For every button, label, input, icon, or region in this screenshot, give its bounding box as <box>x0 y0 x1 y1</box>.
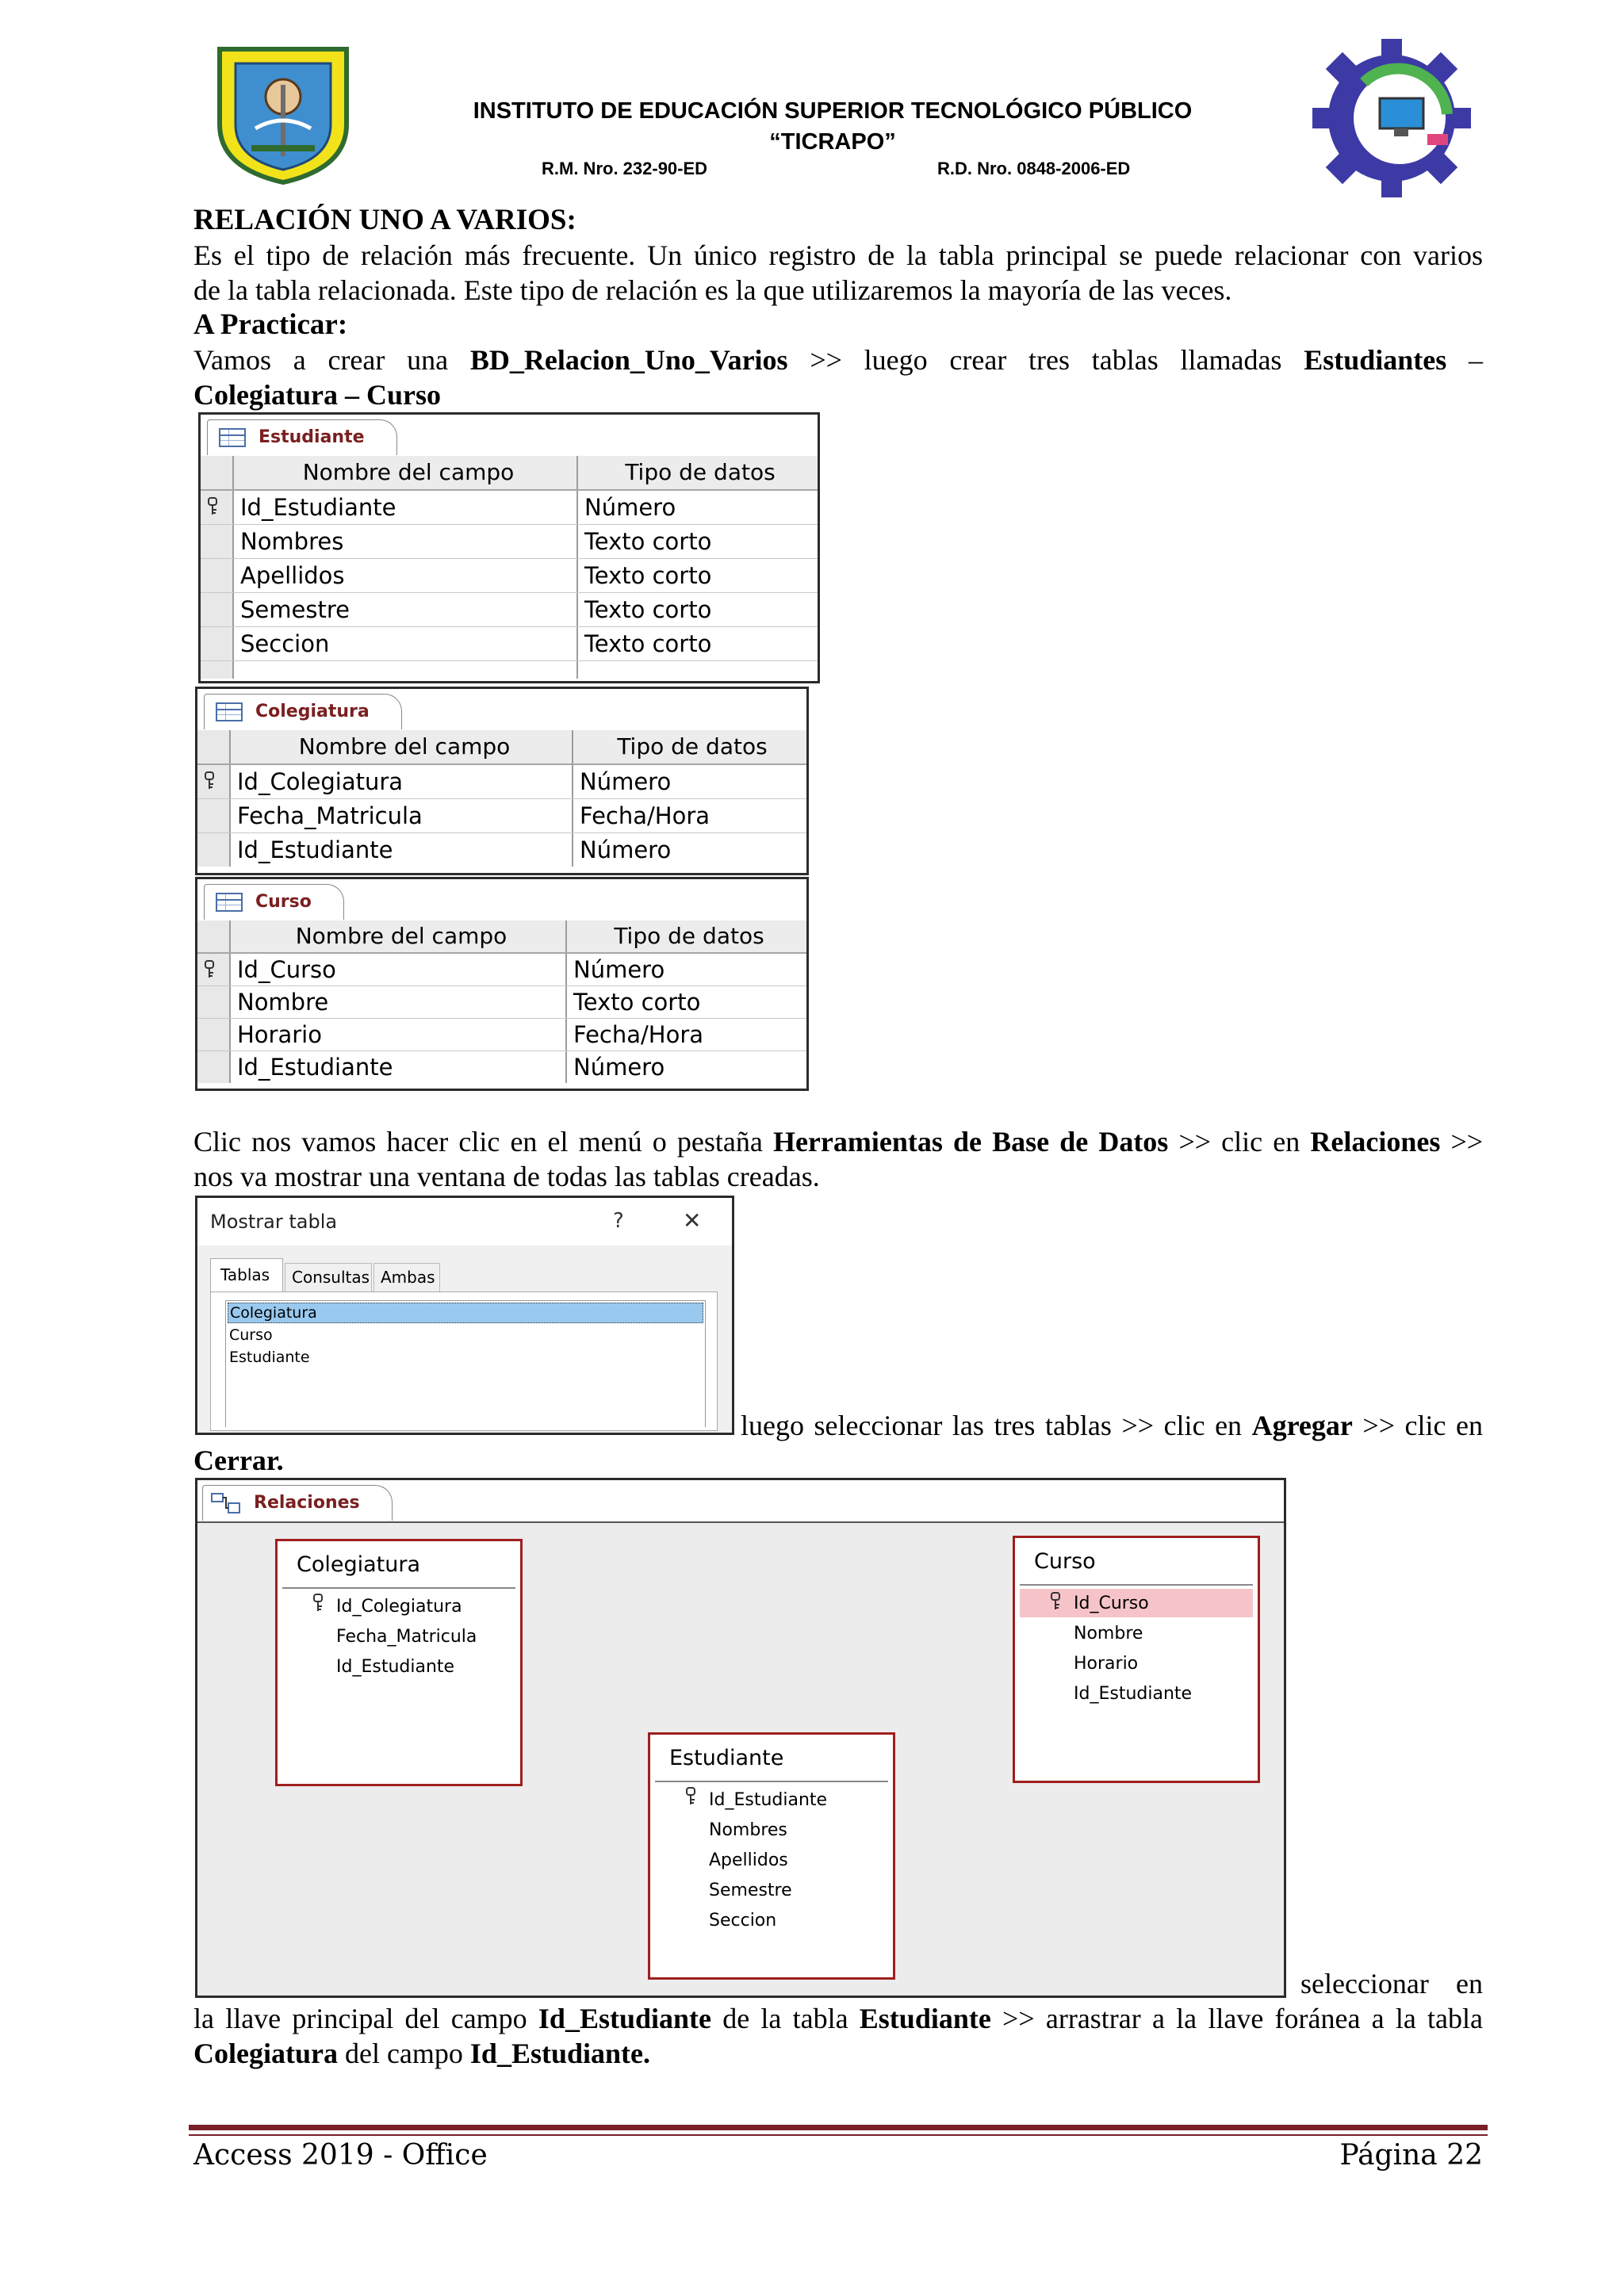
p3-text-c: >> clic en <box>1362 1410 1484 1441</box>
grid-header-row <box>197 920 806 954</box>
relation-field[interactable]: Apellidos <box>709 1850 788 1870</box>
select-all-corner[interactable] <box>201 456 234 489</box>
curso-design-view <box>195 877 809 1091</box>
column-header-field: Nombre del campo <box>231 730 573 763</box>
footer-rule-thin <box>189 2134 1488 2136</box>
footer-left: Access 2019 - Office <box>193 2139 488 2172</box>
dialog-tab-strip <box>210 1258 718 1292</box>
row-selector[interactable] <box>197 799 231 832</box>
relationships-icon <box>211 1492 243 1514</box>
relation-field[interactable]: Semestre <box>709 1881 792 1900</box>
tab-estudiante-label: Estudiante <box>259 427 365 447</box>
table-row[interactable] <box>197 765 806 799</box>
practice-line-2 <box>193 377 441 412</box>
grid-header-row <box>197 730 806 765</box>
table-row[interactable] <box>201 559 818 593</box>
colegiatura-tab-bar <box>197 689 806 732</box>
p4-text-a: seleccionar en <box>1300 1968 1483 1999</box>
table-row[interactable] <box>197 833 806 867</box>
table-name-estudiantes: Estudiantes <box>1304 344 1447 376</box>
dialog-title: Mostrar tabla <box>210 1211 338 1233</box>
colegiatura-field-grid <box>197 730 806 867</box>
list-item-curso: Curso <box>229 1326 273 1344</box>
p1-text-c: >> luego crear tres tablas llamadas <box>810 344 1282 376</box>
data-type[interactable]: Número <box>573 1054 665 1081</box>
field-name[interactable]: Id_Estudiante <box>231 833 573 867</box>
p4-text-h: del campo <box>344 2038 463 2069</box>
button-ref-cerrar: Cerrar. <box>193 1445 284 1476</box>
field-name[interactable]: Nombres <box>234 525 578 558</box>
relation-table-curso[interactable] <box>1013 1536 1260 1783</box>
institute-logo <box>208 41 358 186</box>
p4-text-d: de la tabla <box>722 2003 848 2034</box>
relation-field[interactable]: Id_Colegiatura <box>336 1597 462 1617</box>
column-header-type: Tipo de datos <box>625 459 776 485</box>
empty-field-cell[interactable] <box>234 661 578 679</box>
primary-key-icon <box>204 960 215 979</box>
data-type[interactable]: Fecha/Hora <box>580 802 710 829</box>
field-name[interactable]: Seccion <box>234 627 578 660</box>
close-icon[interactable]: ✕ <box>683 1207 702 1234</box>
resolution-rd: R.D. Nro. 0848-2006-ED <box>937 159 1131 178</box>
resolution-rm: R.M. Nro. 232-90-ED <box>542 159 708 178</box>
instruction-line-4 <box>193 1443 284 1478</box>
list-item[interactable] <box>228 1303 703 1323</box>
menu-herramientas: Herramientas de Base de Datos <box>772 1126 1169 1158</box>
p2-text-f: nos va mostrar una ventana de todas las tablas creadas. <box>193 1161 820 1192</box>
data-type[interactable]: Fecha/Hora <box>573 1021 704 1048</box>
field-name[interactable]: Semestre <box>234 593 578 626</box>
relation-field[interactable]: Seccion <box>709 1911 777 1931</box>
title-divider <box>282 1587 515 1589</box>
relation-table-title: Curso <box>1034 1549 1096 1574</box>
table-row[interactable] <box>197 799 806 833</box>
institute-name: INSTITUTO DE EDUCACIÓN SUPERIOR TECNOLÓGICO PÚBLICO <box>473 98 1193 124</box>
practice-heading <box>193 308 347 342</box>
data-type[interactable]: Texto corto <box>584 630 712 657</box>
column-header-field: Nombre del campo <box>231 920 567 952</box>
instruction-line-5 <box>1300 1966 1483 2001</box>
tab-ambas[interactable] <box>373 1263 440 1292</box>
relation-field[interactable]: Horario <box>1074 1654 1139 1674</box>
field-name[interactable]: Nombre <box>231 986 567 1018</box>
tab-tablas-label: Tablas <box>220 1265 270 1284</box>
button-ref-agregar: Agregar <box>1251 1410 1353 1441</box>
field-name[interactable]: Id_Colegiatura <box>231 765 573 798</box>
practice-line-1 <box>193 342 1483 377</box>
intro-text-1: Es el tipo de relación más frecuente. Un único registro de la tabla principal se puede relacionar con varios <box>193 239 1483 271</box>
data-type[interactable]: Número <box>584 494 676 521</box>
table-listbox[interactable] <box>210 1292 718 1431</box>
intro-line-1 <box>193 238 1483 273</box>
p1-text-a: Vamos a crear una <box>193 344 449 376</box>
section-heading-text: RELACIÓN UNO A VARIOS: <box>193 204 576 236</box>
data-type[interactable]: Texto corto <box>573 989 701 1016</box>
p2-text-c: >> clic en <box>1178 1126 1300 1158</box>
title-divider <box>655 1781 888 1782</box>
row-selector[interactable] <box>197 765 231 798</box>
select-all-corner[interactable] <box>197 920 231 952</box>
instruction-line-7 <box>193 2036 650 2071</box>
p2-text-a: Clic nos vamos hacer clic en el menú o pestaña <box>193 1126 763 1158</box>
table-icon <box>216 702 243 721</box>
data-type[interactable]: Texto corto <box>584 562 712 589</box>
field-name[interactable]: Apellidos <box>234 559 578 592</box>
row-selector[interactable] <box>197 1051 231 1083</box>
tab-estudiante[interactable] <box>207 419 397 455</box>
p2-arrows: >> <box>1450 1126 1484 1158</box>
tab-consultas-label: Consultas <box>292 1268 370 1287</box>
relation-field[interactable]: Fecha_Matricula <box>336 1627 477 1647</box>
relation-table-estudiante[interactable] <box>648 1732 895 1980</box>
row-selector[interactable] <box>201 627 234 660</box>
footer-rule <box>189 2125 1488 2130</box>
tab-curso[interactable] <box>204 884 344 920</box>
database-name: BD_Relacion_Uno_Varios <box>469 344 788 376</box>
row-selector[interactable] <box>201 661 234 679</box>
table-row[interactable] <box>197 1051 806 1083</box>
instruction-line-6 <box>193 2001 1483 2036</box>
table-ref-estudiante: Estudiante <box>859 2003 991 2034</box>
row-selector[interactable] <box>197 954 231 985</box>
p4-text-b: la llave principal del campo <box>193 2003 527 2034</box>
field-name[interactable]: Id_Estudiante <box>231 1051 567 1083</box>
data-type[interactable]: Número <box>573 956 665 983</box>
data-type[interactable]: Texto corto <box>584 596 712 623</box>
row-selector[interactable] <box>201 593 234 626</box>
relation-table-title: Colegiatura <box>297 1552 421 1577</box>
primary-key-icon <box>1050 1592 1061 1611</box>
tab-ambas-label: Ambas <box>381 1268 435 1287</box>
relaciones-window <box>195 1478 1286 1998</box>
relaciones-tab-bar <box>197 1480 1284 1523</box>
tab-curso-label: Curso <box>255 892 312 912</box>
intro-line-2 <box>193 273 1483 308</box>
section-heading <box>193 203 576 238</box>
table-list-inner <box>225 1300 706 1427</box>
relation-table-colegiatura[interactable] <box>275 1539 523 1786</box>
estudiante-field-grid <box>201 456 818 679</box>
list-item-colegiatura: Colegiatura <box>230 1304 317 1322</box>
institute-short-name: “TICRAPO” <box>769 129 896 155</box>
table-row[interactable] <box>197 954 806 986</box>
table-row[interactable] <box>197 986 806 1019</box>
practice-heading-text: A Practicar: <box>193 308 348 341</box>
primary-key-icon <box>312 1594 324 1613</box>
primary-key-icon <box>207 497 218 516</box>
mostrar-tabla-dialog <box>195 1196 734 1435</box>
list-item-estudiante: Estudiante <box>229 1349 310 1366</box>
grid-header-row <box>201 456 818 491</box>
help-button[interactable]: ? <box>613 1209 624 1233</box>
table-icon <box>216 893 243 912</box>
computing-logo <box>1308 35 1475 201</box>
list-item[interactable] <box>229 1349 310 1366</box>
primary-key-icon <box>204 771 215 790</box>
curso-tab-bar <box>197 879 806 922</box>
intro-text-2: de la tabla relacionada. Este tipo de relación es la que utilizaremos la mayoría de las veces. <box>193 274 1232 306</box>
menu-relaciones: Relaciones <box>1310 1126 1441 1158</box>
row-selector[interactable] <box>197 1019 231 1050</box>
field-ref-id-estudiante: Id_Estudiante <box>538 2003 711 2034</box>
data-type[interactable]: Número <box>580 768 672 795</box>
instruction-line-1 <box>193 1124 1483 1159</box>
instruction-line-2 <box>193 1159 820 1194</box>
table-row[interactable] <box>197 1019 806 1051</box>
relation-field[interactable]: Id_Curso <box>1074 1594 1149 1613</box>
column-header-type: Tipo de datos <box>614 923 764 949</box>
colegiatura-design-view <box>195 687 809 875</box>
curso-field-grid <box>197 920 806 1083</box>
row-selector[interactable] <box>197 986 231 1018</box>
field-name[interactable]: Id_Curso <box>231 954 567 985</box>
tab-tablas[interactable] <box>210 1258 283 1292</box>
relation-field[interactable]: Nombres <box>709 1820 787 1840</box>
list-item[interactable] <box>229 1326 273 1344</box>
table-row[interactable] <box>201 627 818 661</box>
footer-page-number: Página 22 <box>1339 2139 1483 2172</box>
dialog-titlebar <box>197 1198 732 1246</box>
row-selector[interactable] <box>197 833 231 867</box>
tab-relaciones-label: Relaciones <box>254 1493 360 1513</box>
relation-table-title: Estudiante <box>669 1746 784 1770</box>
p3-text-a: luego seleccionar las tres tablas >> clic en <box>741 1410 1243 1441</box>
table-row[interactable] <box>201 491 818 525</box>
row-selector[interactable] <box>201 559 234 592</box>
tab-relaciones[interactable] <box>202 1485 393 1521</box>
p1-dash: – <box>1469 344 1484 376</box>
data-type[interactable]: Número <box>580 836 672 863</box>
column-header-field: Nombre del campo <box>234 456 578 489</box>
relation-field[interactable]: Id_Estudiante <box>709 1790 828 1810</box>
column-header-type: Tipo de datos <box>617 733 768 760</box>
tab-colegiatura[interactable] <box>204 694 402 729</box>
estudiante-tab-bar <box>201 415 818 457</box>
select-all-corner[interactable] <box>197 730 231 763</box>
table-ref-colegiatura: Colegiatura <box>193 2038 338 2069</box>
relation-field[interactable]: Id_Estudiante <box>336 1657 455 1677</box>
table-names-colegiatura-curso: Colegiatura – Curso <box>193 379 441 411</box>
p4-text-f: >> arrastrar a la llave foránea a la tabla <box>1002 2003 1484 2034</box>
relation-field[interactable]: Id_Estudiante <box>1074 1684 1193 1704</box>
table-icon <box>219 428 246 447</box>
row-selector[interactable] <box>201 491 234 524</box>
title-divider <box>1020 1584 1253 1586</box>
row-selector[interactable] <box>201 525 234 558</box>
estudiante-design-view <box>198 412 820 683</box>
field-ref-id-estudiante-2: Id_Estudiante. <box>469 2038 650 2069</box>
new-row[interactable] <box>201 661 818 679</box>
table-row[interactable] <box>201 525 818 559</box>
field-name[interactable]: Horario <box>231 1019 567 1050</box>
table-row[interactable] <box>201 593 818 627</box>
tab-consultas[interactable] <box>285 1263 372 1292</box>
field-name[interactable]: Id_Estudiante <box>234 491 578 524</box>
primary-key-icon <box>685 1787 696 1806</box>
instruction-line-3 <box>741 1408 1483 1443</box>
data-type[interactable]: Texto corto <box>584 528 712 555</box>
field-name[interactable]: Fecha_Matricula <box>231 799 573 832</box>
tab-colegiatura-label: Colegiatura <box>255 702 370 721</box>
relation-field[interactable]: Nombre <box>1074 1624 1143 1644</box>
